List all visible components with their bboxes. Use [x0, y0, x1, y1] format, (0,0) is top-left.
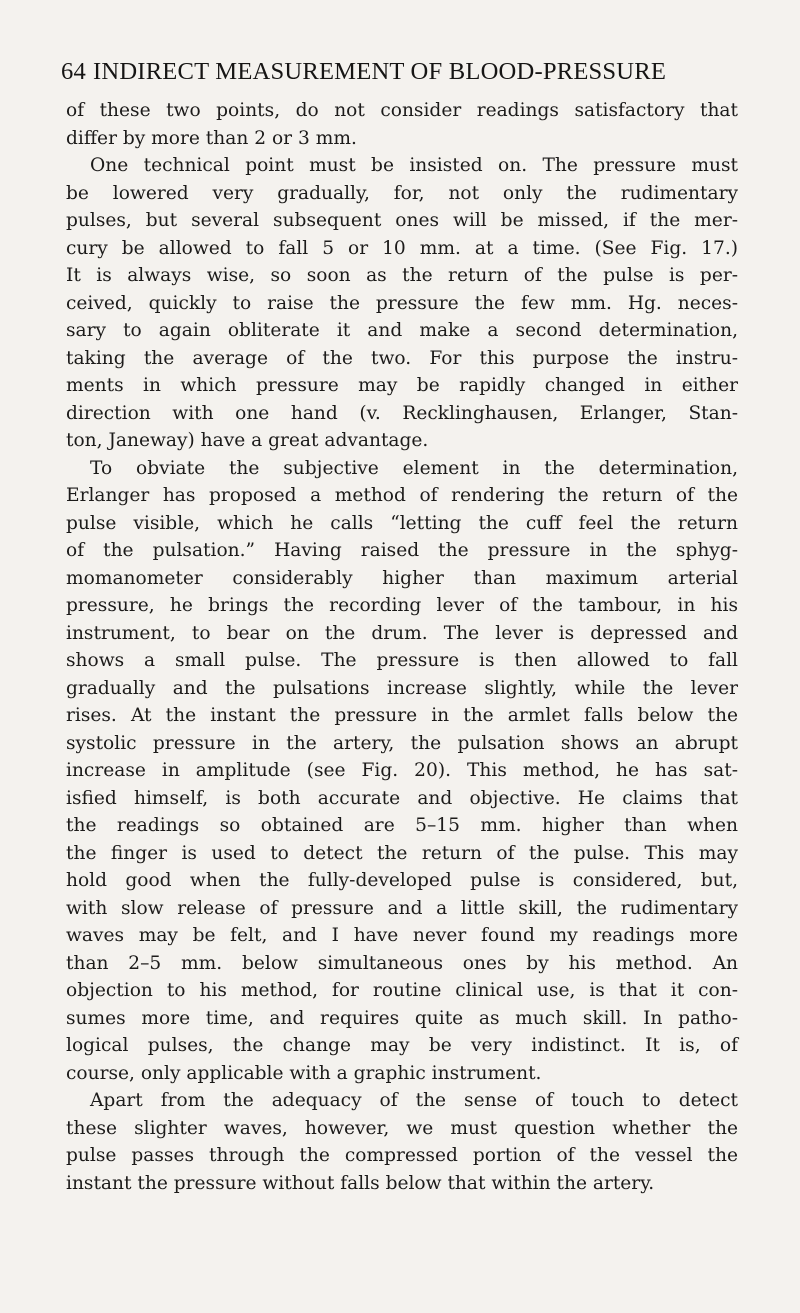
text-line: ceived, quickly to raise the pressure the few mm. Hg. neces- [66, 292, 738, 314]
text-line: rises. At the instant the pressure in the armlet falls below the [66, 705, 738, 726]
text-line: direction with one hand (v. Recklinghausen, Erlanger, Stan- [66, 402, 738, 424]
text-line: the finger is used to detect the return of the pulse. This may [66, 842, 738, 864]
text-line: isfied himself, is both accurate and objective. He claims that [66, 787, 738, 809]
text-line: pressure, he brings the recording lever of the tambour, in his [66, 595, 738, 616]
text-line: cury be allowed to fall 5 or 10 mm. at a time. (See Fig. 17.) [66, 237, 738, 259]
text-line: taking the average of the two. For this purpose the instru- [66, 347, 738, 369]
text-line: the readings so obtained are 5–15 mm. higher than when [66, 815, 738, 836]
text-line: hold good when the fully-developed pulse is considered, but, [66, 870, 738, 891]
running-head [61, 58, 741, 86]
text-line: pulses, but several subsequent ones will be missed, if the mer- [66, 210, 738, 231]
text-line: waves may be felt, and I have never found my readings more [66, 925, 738, 946]
text-line: these slighter waves, however, we must question whether the [66, 1117, 738, 1139]
text-line: momanometer considerably higher than maximum arterial [66, 567, 738, 589]
text-line: shows a small pulse. The pressure is then allowed to fall [66, 650, 738, 671]
text-line: One technical point must be insisted on. The pressure must [90, 155, 738, 176]
text-line: pulse visible, which he calls “letting the cuff feel the return [66, 512, 738, 534]
text-line: increase in amplitude (see Fig. 20). This method, he has sat- [66, 760, 738, 781]
text-line: with slow release of pressure and a little skill, the rudimentary [66, 897, 738, 919]
text-line: logical pulses, the change may be very indistinct. It is, of [66, 1035, 738, 1056]
running-title: INDIRECT MEASUREMENT OF BLOOD-PRESSURE [93, 58, 667, 85]
page-number: 64 [61, 58, 86, 85]
body-text [66, 97, 738, 1197]
text-line: sary to again obliterate it and make a second determination, [66, 320, 738, 341]
text-line: course, only applicable with a graphic instrument. [66, 1062, 542, 1084]
text-line: instant the pressure without falls below that within the artery. [66, 1172, 655, 1194]
text-line: objection to his method, for routine clinical use, is that it con- [66, 980, 738, 1001]
text-line: Erlanger has proposed a method of rendering the return of the [66, 485, 738, 506]
text-line: ton, Janeway) have a great advantage. [66, 430, 429, 451]
text-line: systolic pressure in the artery, the pulsation shows an abrupt [66, 732, 738, 754]
text-line: Apart from the adequacy of the sense of touch to detect [90, 1090, 738, 1111]
text-line: sumes more time, and requires quite as much skill. In patho- [66, 1007, 738, 1029]
text-line: instrument, to bear on the drum. The lever is depressed and [66, 622, 738, 644]
text-line: than 2–5 mm. below simultaneous ones by his method. An [66, 952, 738, 974]
text-line: be lowered very gradually, for, not only the rudimentary [66, 182, 738, 204]
text-line: of these two points, do not consider readings satisfactory that [66, 100, 738, 121]
text-line: It is always wise, so soon as the return of the pulse is per- [66, 265, 738, 286]
text-line: of the pulsation.” Having raised the pressure in the sphyg- [66, 540, 738, 561]
text-line: pulse passes through the compressed portion of the vessel the [66, 1145, 738, 1166]
text-line: ments in which pressure may be rapidly changed in either [66, 375, 738, 396]
text-line: differ by more than 2 or 3 mm. [66, 127, 357, 149]
text-line: To obviate the subjective element in the determination, [90, 457, 738, 479]
text-line: gradually and the pulsations increase slightly, while the lever [66, 677, 738, 699]
